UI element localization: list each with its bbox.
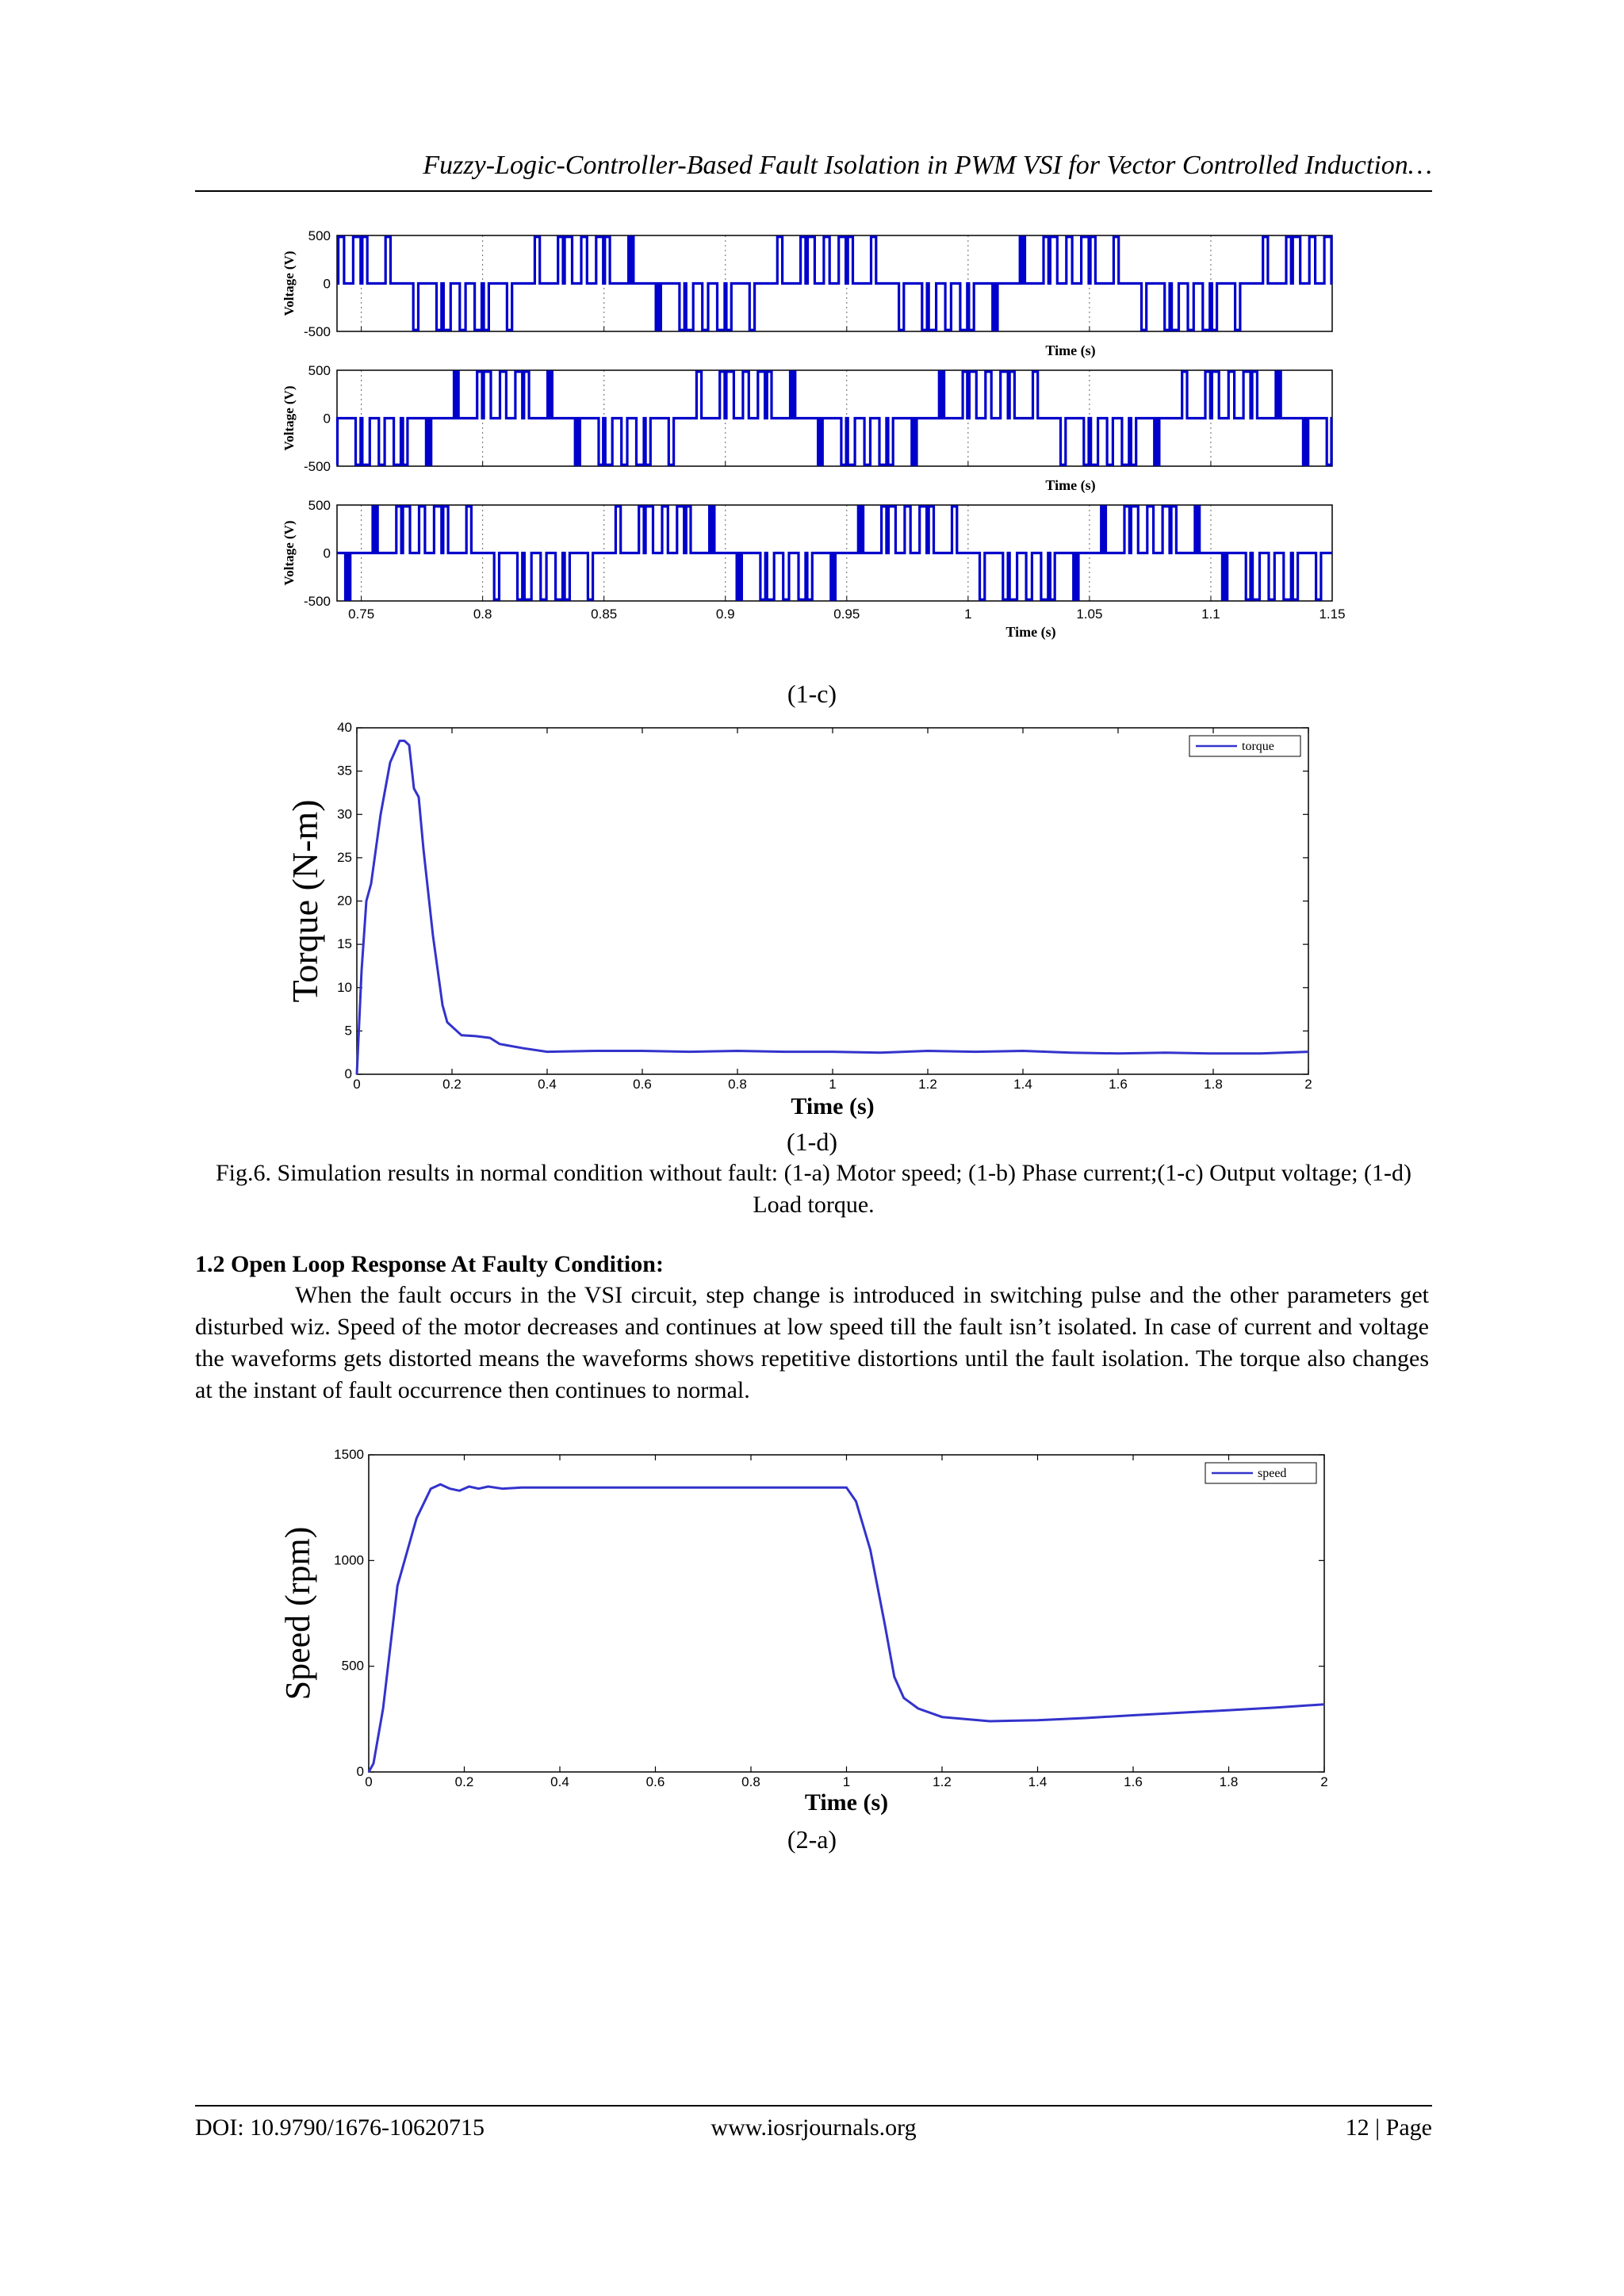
torque-x-tick-label: 1.8 (1204, 1077, 1223, 1092)
torque-x-tick-label: 0.4 (538, 1077, 557, 1092)
voltage-y-tick-label: 500 (308, 363, 331, 378)
voltage-y-tick-label: -500 (303, 459, 331, 474)
speed-figure (278, 1443, 1332, 1831)
torque-x-tick-label: 1.4 (1013, 1077, 1032, 1092)
voltage-y-axis-title: Voltage (V) (282, 520, 297, 586)
voltage-x-tick-label: 1.15 (1319, 607, 1346, 622)
page-footer (195, 2105, 1432, 2154)
voltage-x-axis-title: Time (s) (1045, 477, 1096, 493)
torque-x-tick-label: 0.8 (728, 1077, 747, 1092)
voltage-x-tick-label: 1.1 (1201, 607, 1220, 622)
torque-y-tick-label: 10 (337, 979, 352, 995)
speed-x-tick-label: 1.2 (933, 1774, 952, 1789)
speed-x-axis-title: Time (s) (804, 1789, 889, 1816)
torque-x-tick-label: 1 (829, 1077, 837, 1092)
torque-chart (285, 714, 1332, 1126)
torque-y-tick-label: 35 (337, 763, 352, 779)
speed-x-tick-label: 0.8 (741, 1774, 760, 1789)
voltage-x-tick-label: 1.05 (1076, 607, 1103, 622)
voltage-x-tick-label: 0.9 (715, 607, 735, 622)
voltage-y-tick-label: 500 (308, 498, 331, 513)
speed-y-tick-label: 1000 (334, 1552, 364, 1568)
torque-y-tick-label: 15 (337, 936, 352, 952)
torque-y-tick-label: 40 (337, 720, 352, 735)
speed-x-tick-label: 2 (1320, 1774, 1328, 1789)
voltage-y-tick-label: -500 (303, 324, 331, 339)
voltage-y-tick-label: -500 (303, 594, 331, 609)
footer-website: www.iosrjournals.org (710, 2114, 917, 2141)
torque-x-tick-label: 0 (353, 1077, 361, 1092)
section-heading: 1.2 Open Loop Response At Faulty Condition: (195, 1251, 664, 1277)
speed-x-tick-label: 1.6 (1124, 1774, 1143, 1789)
speed-plot-area (369, 1455, 1324, 1772)
speed-x-tick-label: 1.8 (1219, 1774, 1239, 1789)
speed-y-tick-label: 500 (341, 1658, 364, 1674)
torque-x-tick-label: 1.6 (1109, 1077, 1128, 1092)
torque-x-tick-label: 0.2 (442, 1077, 462, 1092)
torque-x-axis-title: Time (s) (791, 1093, 875, 1119)
speed-subcaption: (2-a) (787, 1825, 837, 1854)
torque-y-tick-label: 0 (344, 1066, 352, 1081)
speed-x-tick-label: 0.2 (454, 1774, 474, 1789)
torque-plot-area (357, 728, 1308, 1074)
torque-y-tick-label: 5 (344, 1023, 352, 1039)
voltage-x-axis-title: Time (s) (1005, 624, 1056, 640)
figure-6-caption: Fig.6. Simulation results in normal condition without fault: (1-a) Motor speed; (1-b) Phase current;(1-c) Output voltage; (1-d) Load torque. (215, 1160, 1412, 1218)
torque-x-tick-label: 1.2 (918, 1077, 937, 1092)
voltage-y-tick-label: 0 (323, 411, 331, 427)
voltage-y-tick-label: 0 (323, 276, 331, 292)
voltage-x-tick-label: 0.95 (833, 607, 860, 622)
torque-y-tick-label: 25 (337, 849, 352, 865)
speed-y-tick-label: 0 (356, 1764, 364, 1779)
speed-y-tick-label: 1500 (334, 1447, 364, 1462)
torque-y-tick-label: 20 (337, 893, 352, 909)
torque-x-tick-label: 0.6 (633, 1077, 652, 1092)
footer-doi: DOI: 10.9790/1676-10620715 (195, 2114, 485, 2141)
torque-y-tick-label: 30 (337, 806, 352, 822)
speed-chart (278, 1443, 1332, 1831)
torque-legend-label: torque (1242, 740, 1274, 753)
voltage-x-tick-label: 0.85 (591, 607, 618, 622)
speed-x-tick-label: 0 (365, 1774, 373, 1789)
running-header (195, 151, 1432, 192)
speed-x-tick-label: 1.4 (1028, 1774, 1048, 1789)
section-body (195, 1280, 1429, 1406)
voltage-y-tick-label: 0 (323, 545, 331, 561)
torque-y-axis-title: Torque (N-m) (285, 799, 325, 1003)
running-title: Fuzzy-Logic-Controller-Based Fault Isolation in PWM VSI for Vector Controlled Induction… (423, 151, 1432, 180)
speed-y-axis-title: Speed (rpm) (278, 1526, 317, 1701)
voltage-figure (270, 226, 1364, 646)
section-paragraph: When the fault occurs in the VSI circuit, step change is introduced in switching pulse and the other parameters get disturbed wiz. Speed of the motor decreases and continues at low speed till the fault isn’t isolated. In case of current and voltage the waveforms gets distorted means the waveforms shows repetitive distortions until the fault isolation. The torque also changes at the instant of fault occurrence then continues to normal. (195, 1282, 1429, 1403)
footer-page-number: 12 | Page (1345, 2114, 1432, 2141)
torque-figure (285, 714, 1332, 1126)
voltage-x-tick-label: 0.75 (348, 607, 375, 622)
voltage-x-axis-title: Time (s) (1045, 342, 1096, 358)
speed-x-tick-label: 0.4 (550, 1774, 569, 1789)
speed-x-tick-label: 1 (842, 1774, 851, 1789)
voltage-subcaption: (1-c) (787, 679, 837, 708)
voltage-x-tick-label: 0.8 (473, 607, 492, 622)
voltage-y-axis-title: Voltage (V) (282, 251, 297, 316)
voltage-chart (270, 226, 1364, 646)
torque-x-tick-label: 2 (1304, 1077, 1312, 1092)
voltage-y-axis-title: Voltage (V) (282, 385, 297, 451)
torque-subcaption: (1-d) (787, 1127, 837, 1156)
voltage-x-tick-label: 1 (964, 607, 972, 622)
voltage-y-tick-label: 500 (308, 228, 331, 243)
speed-legend-label: speed (1258, 1467, 1287, 1480)
speed-x-tick-label: 0.6 (645, 1774, 665, 1789)
